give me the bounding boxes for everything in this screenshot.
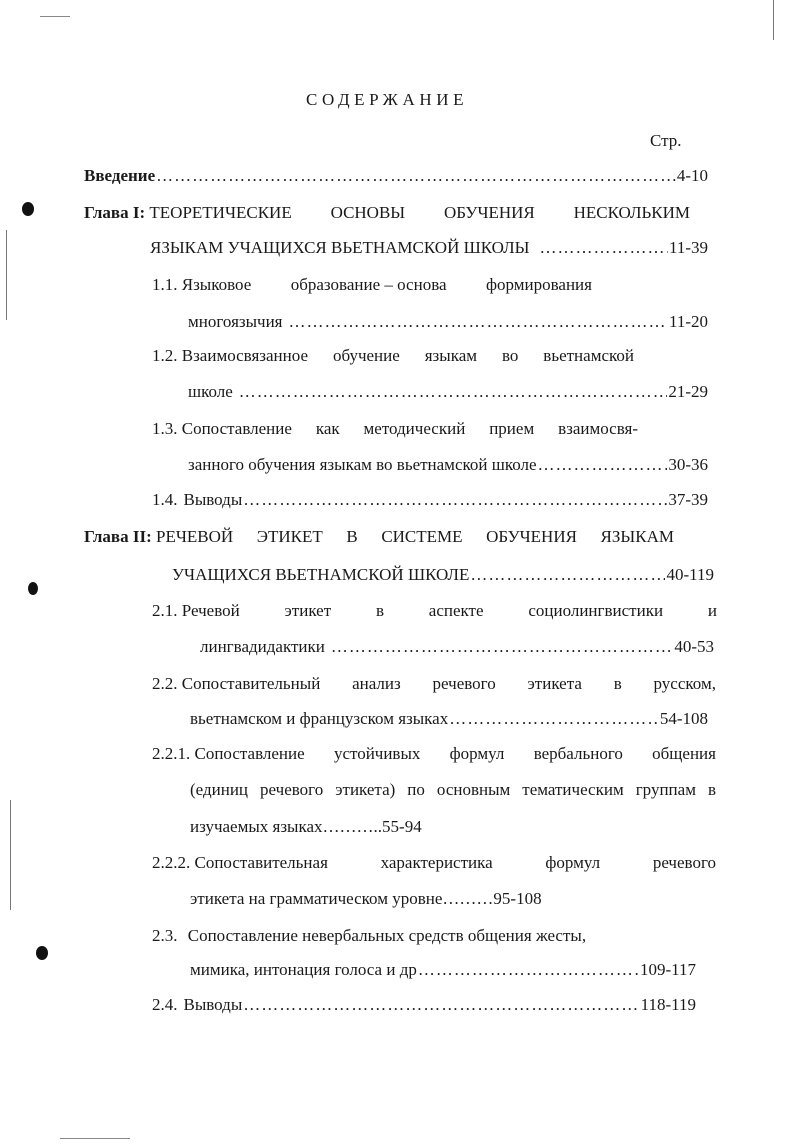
toc-entry-1-1-cont — [188, 312, 708, 332]
chapter-title-cont: ЯЗЫКАМ УЧАЩИХСЯ ВЬЕТНАМСКОЙ ШКОЛЫ — [150, 238, 530, 257]
entry-number: 2.4. — [152, 995, 178, 1014]
toc-entry-2-3-cont — [190, 960, 696, 980]
chapter-title-word: ОБУЧЕНИЯ — [486, 527, 577, 546]
leader-dots — [331, 637, 673, 657]
entry-word: Речевой — [181, 601, 240, 620]
entry-text: школе — [188, 382, 233, 401]
entry-word: речевого — [652, 853, 716, 872]
toc-entry-2-2-2 — [152, 853, 716, 873]
entry-number: 1.1. — [152, 275, 178, 294]
toc-entry-1-1 — [152, 275, 592, 295]
leader-dots — [449, 709, 659, 729]
entry-text: занного обучения языкам во вьетнамской школе — [188, 455, 537, 474]
leader-dots — [418, 960, 639, 980]
entry-word: языкам — [424, 346, 477, 365]
entry-pages: 40-53 — [674, 637, 714, 656]
toc-entry-1-2 — [152, 346, 634, 366]
toc-entry-1-2-cont — [188, 382, 708, 402]
chapter-title-word: НЕСКОЛЬКИМ — [573, 203, 690, 222]
chapter-heading-1-cont — [150, 238, 708, 258]
entry-word: характеристика — [380, 853, 493, 872]
entry-pages: 118-119 — [640, 995, 696, 1014]
entry-pages: 11-39 — [668, 238, 708, 257]
entry-word: общения — [652, 744, 716, 763]
entry-number: 2.2. — [152, 674, 178, 693]
chapter-heading-2-cont — [172, 565, 714, 585]
toc-entry-2-2-2-cont — [190, 889, 542, 909]
scan-edge-line — [773, 0, 774, 40]
entry-pages: 21-29 — [668, 382, 708, 401]
entry-text: многоязычия — [188, 312, 283, 331]
toc-entry-2-3 — [152, 926, 586, 946]
entry-word: речевого — [432, 674, 496, 693]
toc-entry-1-4 — [152, 490, 708, 510]
entry-word: методический — [363, 419, 466, 438]
binder-hole-mark — [28, 582, 38, 595]
entry-text: Выводы — [183, 995, 243, 1014]
entry-word: русском, — [653, 674, 716, 693]
entry-word: этикета — [527, 674, 582, 693]
entry-word: в — [613, 674, 622, 693]
toc-title: СОДЕРЖАНИЕ — [306, 90, 469, 109]
entry-text: (единиц речевого этикета) по основным тематическим группам в — [190, 780, 716, 799]
chapter-title-word: ОБУЧЕНИЯ — [443, 203, 535, 222]
entry-pages: 40-119 — [666, 565, 714, 584]
entry-pages: 55-94 — [382, 817, 422, 836]
entry-word: обучение — [332, 346, 400, 365]
entry-number: 1.3. — [152, 419, 178, 438]
leader-dots — [243, 490, 667, 510]
entry-word: аспекте — [428, 601, 484, 620]
entry-label: Введение — [84, 166, 156, 185]
entry-word: формирования — [486, 275, 592, 294]
entry-pages: 37-39 — [668, 490, 708, 509]
leader-dots: ……… — [442, 889, 494, 908]
leader-dots — [539, 238, 668, 258]
entry-word: взаимосвя- — [558, 419, 638, 438]
entry-word: формул — [449, 744, 505, 763]
chapter-title-word: ТЕОРЕТИЧЕСКИЕ — [149, 203, 292, 222]
page-column-label: Стр. — [650, 131, 682, 150]
entry-word: Взаимосвязанное — [181, 346, 309, 365]
scan-edge-line — [6, 230, 7, 320]
toc-entry-1-3-cont — [188, 455, 708, 475]
entry-word: этикет — [284, 601, 332, 620]
entry-word: формул — [545, 853, 601, 872]
leader-dots: ……….. — [322, 817, 383, 836]
entry-number: 1.2. — [152, 346, 178, 365]
entry-pages: 54-108 — [659, 709, 708, 728]
chapter-title-word: ЯЗЫКАМ — [600, 527, 674, 546]
chapter-title-word: В — [346, 527, 358, 546]
toc-entry-2-1 — [152, 601, 717, 621]
toc-entry-2-2-1-cont2 — [190, 817, 422, 837]
entry-word: Сопоставительная — [194, 853, 328, 872]
entry-text: изучаемых языках — [190, 817, 323, 836]
entry-text: лингвадидактики — [200, 637, 325, 656]
entry-word: вербального — [533, 744, 623, 763]
chapter-label: Глава II: — [84, 527, 152, 546]
entry-text: Выводы — [183, 490, 243, 509]
entry-word: как — [315, 419, 340, 438]
entry-number: 2.1. — [152, 601, 178, 620]
entry-word: Сопоставление — [181, 419, 292, 438]
scan-edge-line — [40, 16, 70, 17]
entry-pages: 11-20 — [668, 312, 708, 331]
entry-word: и — [707, 601, 717, 620]
entry-pages: 109-117 — [639, 960, 696, 979]
toc-entry-intro — [84, 166, 708, 186]
entry-number: 1.4. — [152, 490, 178, 509]
entry-text: этикета на грамматическом уровне — [190, 889, 443, 908]
entry-pages: 4-10 — [676, 166, 708, 185]
entry-word: анализ — [352, 674, 401, 693]
entry-number: 2.2.2. — [152, 853, 191, 872]
chapter-title-word: РЕЧЕВОЙ — [156, 527, 234, 546]
toc-entry-2-2 — [152, 674, 716, 694]
scan-edge-line — [60, 1138, 130, 1139]
toc-entry-1-3 — [152, 419, 638, 439]
leader-dots — [156, 166, 676, 186]
entry-text: Сопоставление невербальных средств общения жесты, — [187, 926, 587, 945]
entry-word: Сопоставительный — [181, 674, 321, 693]
binder-hole-mark — [22, 202, 34, 216]
leader-dots — [538, 455, 668, 475]
chapter-title-word: СИСТЕМЕ — [381, 527, 463, 546]
leader-dots — [243, 995, 639, 1015]
entry-word: вьетнамской — [543, 346, 634, 365]
toc-entry-2-2-cont — [190, 709, 708, 729]
entry-text: вьетнамском и французском языках — [190, 709, 449, 728]
leader-dots — [289, 312, 668, 332]
entry-word: во — [501, 346, 519, 365]
entry-text: мимика, интонация голоса и др — [190, 960, 417, 979]
chapter-title-word: ЭТИКЕТ — [256, 527, 323, 546]
entry-word: в — [375, 601, 384, 620]
chapter-label: Глава I: — [84, 203, 146, 222]
binder-hole-mark — [36, 946, 48, 960]
entry-number: 2.2.1. — [152, 744, 191, 763]
scan-edge-line — [10, 800, 11, 910]
chapter-heading-2 — [84, 527, 674, 547]
entry-pages: 30-36 — [668, 455, 708, 474]
chapter-heading-1 — [84, 203, 690, 223]
entry-pages: 95-108 — [493, 889, 542, 908]
leader-dots — [470, 565, 665, 585]
entry-word: устойчивых — [333, 744, 421, 763]
chapter-title-cont: УЧАЩИХСЯ ВЬЕТНАМСКОЙ ШКОЛЕ — [172, 565, 470, 584]
leader-dots — [239, 382, 668, 402]
entry-word: прием — [489, 419, 535, 438]
entry-word: образование – основа — [290, 275, 447, 294]
chapter-title-word: ОСНОВЫ — [330, 203, 406, 222]
toc-entry-2-4 — [152, 995, 696, 1015]
toc-entry-2-2-1 — [152, 744, 716, 764]
entry-word: Сопоставление — [194, 744, 305, 763]
entry-word: Языковое — [181, 275, 252, 294]
entry-word: социолингвистики — [528, 601, 664, 620]
entry-number: 2.3. — [152, 926, 178, 945]
toc-entry-2-2-1-cont — [190, 780, 716, 800]
toc-entry-2-1-cont — [200, 637, 714, 657]
